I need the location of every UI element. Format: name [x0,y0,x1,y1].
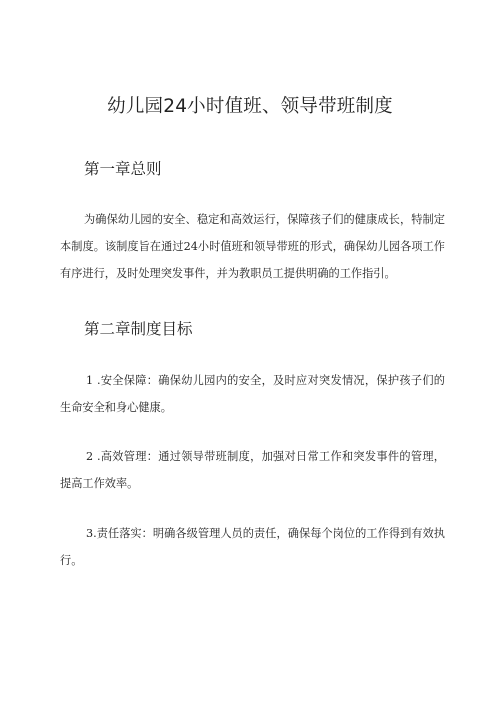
document-title: 幼儿园24小时值班、领导带班制度 [107,96,393,117]
chapter-2-heading: 第二章制度目标 [84,320,193,338]
goal-item-1: 1 .安全保障：确保幼儿园内的安全，及时应对突发情况，保护孩子们的生命安全和身心健康。 [60,374,445,414]
goal-item-3: 3.责任落实：明确各级管理人员的责任，确保每个岗位的工作得到有效执行。 [60,527,445,567]
chapter-1-heading: 第一章总则 [84,160,162,178]
chapter-1-paragraph: 为确保幼儿园的安全、稳定和高效运行，保障孩子们的健康成长，特制定本制度。该制度旨在通过24小时值班和领导带班的形式，确保幼儿园各项工作有序进行，及时处理突发事件，并为教职员工提供明确的工作指引。 [60,213,445,280]
goal-item-2: 2 .高效管理：通过领导带班制度，加强对日常工作和突发事件的管理，提高工作效率。 [60,450,445,490]
